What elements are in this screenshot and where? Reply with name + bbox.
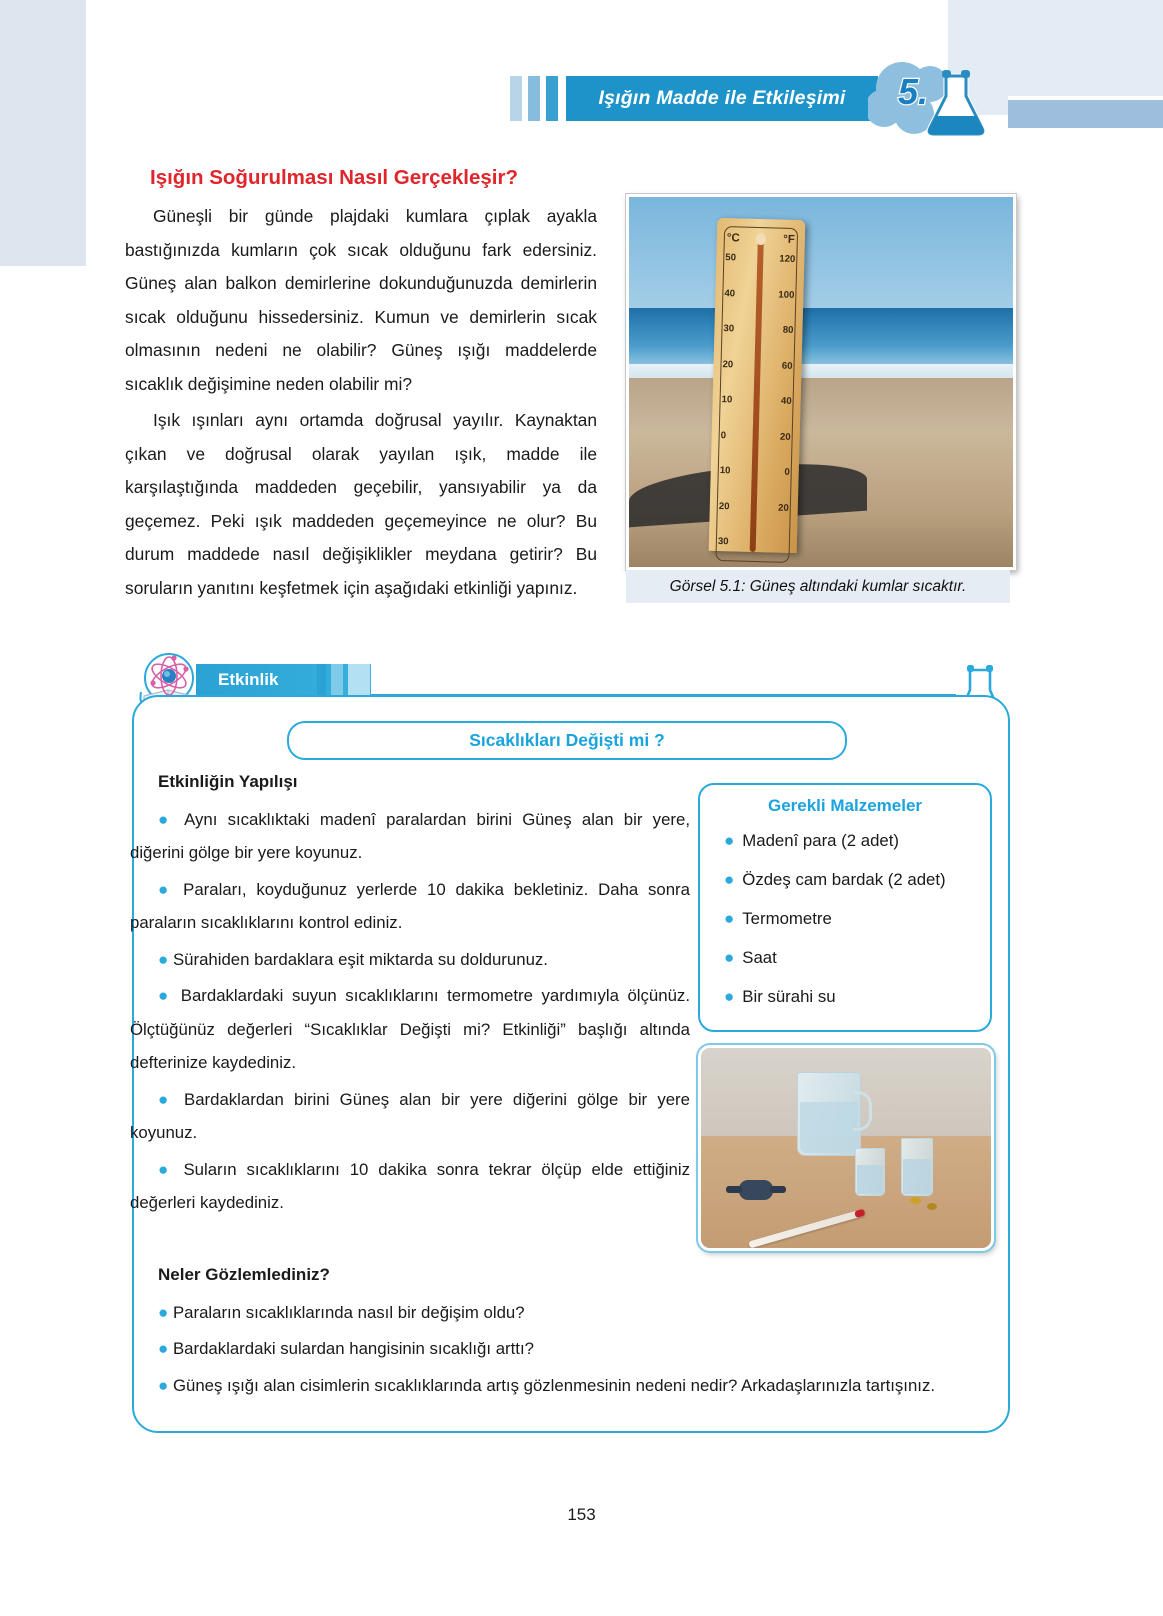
observation-item [130, 1369, 1000, 1403]
left-edge-decoration [0, 0, 86, 266]
thermometer-tick-fahrenheit: 20 [780, 431, 792, 443]
bullet-icon: ● [158, 949, 169, 969]
procedure-item [130, 1153, 690, 1220]
photo-sand-far [629, 378, 1013, 437]
activity-observations [130, 1258, 1000, 1405]
paragraph-2: Işık ışınları aynı ortamda doğrusal yayılır. Kaynaktan çıkan ve doğrusal olarak yayılan ışık, madde ile karşılaştığında maddeden geçebilir, yansıyabilir ya da geçemez. Peki ışık maddeden geçemeyince ne olur? Bu durum maddede nasıl değişiklikler meydana getirir? Bu soruların yanıtını keşfetmek için aşağıdaki etkinliği yapınız. [125, 410, 597, 598]
observation-item-text: Güneş ışığı alan cisimlerin sıcaklıklarında artış gözlenmesinin nedeni nedir? Arkadaşlarınızla tartışınız. [172, 1375, 935, 1395]
chapter-title-bar [566, 76, 878, 121]
bullet-icon: ● [724, 870, 735, 889]
bullet-icon: ● [724, 987, 735, 1006]
thermometer-tick-fahrenheit: 60 [782, 360, 794, 372]
pitcher-icon [797, 1072, 861, 1156]
thermometer-tick-celsius: 30 [718, 536, 730, 548]
watch-icon [739, 1180, 773, 1200]
bullet-icon: ● [724, 948, 735, 967]
procedure-item [130, 943, 690, 977]
material-item [700, 860, 990, 899]
chapter-header [510, 71, 990, 128]
observation-item-text: Bardaklardaki sulardan hangisinin sıcaklığı arttı? [172, 1339, 534, 1358]
observation-heading: Neler Gözlemlediniz? [158, 1265, 330, 1284]
bullet-icon: ● [158, 1159, 174, 1179]
activity-title: Sıcaklıkları Değişti mi ? [469, 730, 665, 750]
thermometer-tick-fahrenheit: 100 [778, 289, 795, 301]
material-item-text: Özdeş cam bardak (2 adet) [742, 870, 946, 889]
thermometer-tick-fahrenheit: 20 [778, 502, 790, 514]
figure-image-beach-thermometer [626, 194, 1016, 570]
header-tick-2 [528, 76, 540, 121]
material-item [700, 899, 990, 938]
procedure-item-text: Paraları, koyduğunuz yerlerde 10 dakika bekletiniz. Daha sonra paraların sıcaklıklarını kontrol ediniz. [130, 879, 690, 932]
thermometer-tick-fahrenheit: 0 [784, 466, 791, 479]
procedure-item [130, 873, 690, 940]
body-text [125, 200, 597, 605]
top-right-decoration-bar [1008, 100, 1163, 128]
thermometer-unit-celsius: °C [727, 232, 741, 245]
activity-banner-label: Etkinlik [218, 670, 279, 689]
bullet-icon: ● [158, 809, 174, 829]
thermometer-tick-celsius: 10 [720, 465, 732, 477]
page-title: Işığın Soğurulması Nasıl Gerçekleşir? [150, 166, 518, 189]
observation-item [130, 1332, 1000, 1366]
procedure-heading: Etkinliğin Yapılışı [158, 772, 298, 791]
header-tick-1 [510, 76, 522, 121]
procedure-item-text: Bardaklardan birini Güneş alan bir yere diğerini gölge bir yere koyunuz. [130, 1089, 690, 1142]
materials-list [700, 821, 990, 1016]
glass-water [857, 1165, 883, 1194]
chapter-number-badge [868, 58, 1008, 138]
material-item-text: Madenî para (2 adet) [742, 831, 899, 850]
figure-caption: Görsel 5.1: Güneş altındaki kumlar sıcaktır. [626, 570, 1010, 603]
observation-item-text: Paraların sıcaklıklarında nasıl bir değişim oldu? [172, 1302, 525, 1322]
glass-icon [901, 1138, 933, 1196]
header-tick-3 [546, 76, 558, 121]
materials-title: Gerekli Malzemeler [767, 796, 923, 815]
bullet-icon: ● [724, 909, 735, 928]
svg-text:5.: 5. [898, 71, 929, 112]
material-item-text: Bir sürahi su [742, 987, 836, 1006]
chapter-title: Işığın Madde ile Etkileşimi [598, 87, 846, 109]
thermometer-tick-celsius: 10 [721, 394, 733, 406]
bullet-icon: ● [158, 1339, 169, 1358]
bullet-icon: ● [724, 831, 735, 850]
activity-banner-tick-1 [317, 664, 326, 696]
thermometer-tick-celsius: 0 [721, 429, 727, 441]
atom-icon [149, 655, 190, 695]
thermometer-tick-celsius: 40 [724, 287, 736, 300]
bullet-icon: ● [158, 879, 174, 899]
activity-procedure [130, 765, 690, 1223]
material-item [700, 977, 990, 1016]
procedure-item-text: Suların sıcaklıklarını 10 dakika sonra tekrar ölçüp elde ettiğiniz değerleri kaydediniz. [130, 1159, 690, 1212]
activity-title-pill [287, 721, 847, 760]
glass-icon [855, 1148, 885, 1196]
pitcher-water [800, 1102, 858, 1153]
material-item-text: Saat [742, 948, 777, 967]
paragraph-1: Güneşli bir günde plajdaki kumlara çıplak ayakla bastığınızda kumların çok sıcak olduğunu fark edersiniz. Güneş alan balkon demirlerine dokunduğunuzda demirlerin sıcak olduğunu hissedersiniz. Kumun ve demirlerin sıcak olmasının nedeni ne olabilir? Güneş ışığı maddelerde sıcaklık değişimine neden olabilir mi? [125, 206, 597, 394]
thermometer-tick-fahrenheit: 120 [779, 253, 796, 266]
thermometer-tick-celsius: 50 [725, 252, 737, 264]
procedure-item-text: Bardaklardaki suyun sıcaklıklarını termometre yardımıyla ölçünüz. Ölçtüğünüz değerleri “Sıcaklıklar Değişti mi? Etkinliği” başlığı altında defterinize kaydediniz. [130, 986, 690, 1072]
activity-banner-tick-2 [331, 664, 343, 696]
material-item [700, 938, 990, 977]
bullet-icon: ● [158, 986, 173, 1005]
procedure-item [130, 1083, 690, 1150]
thermometer-tick-celsius: 20 [719, 500, 731, 513]
thermometer-tick-celsius: 20 [722, 358, 734, 371]
procedure-item-text: Sürahiden bardaklara eşit miktarda su doldurunuz. [172, 949, 548, 969]
thermometer-tick-fahrenheit: 80 [783, 324, 795, 337]
glass-water [903, 1159, 931, 1194]
coin-icon [910, 1197, 921, 1204]
activity-materials-photo [698, 1045, 994, 1251]
procedure-item [130, 979, 690, 1080]
activity-banner-tick-3 [348, 664, 370, 696]
thermometer-unit-fahrenheit: °F [783, 233, 796, 247]
bullet-icon: ● [158, 1375, 169, 1395]
procedure-item-text: Aynı sıcaklıktaki madenî paralardan birini Güneş alan bir yere, diğerini gölge bir yere koyunuz. [130, 809, 690, 862]
materials-box [698, 783, 992, 1032]
observation-item [130, 1296, 1000, 1330]
material-item [700, 821, 990, 860]
photo-sky [629, 197, 1013, 323]
photo-sea [629, 308, 1013, 371]
material-item-text: Termometre [742, 909, 832, 928]
procedure-item [130, 803, 690, 870]
thermometer-icon [709, 218, 806, 553]
bullet-icon: ● [158, 1089, 174, 1109]
thermometer-tick-celsius: 30 [723, 323, 735, 335]
thermometer-tick-fahrenheit: 40 [781, 395, 793, 408]
activity-banner [196, 664, 371, 696]
page-number: 153 [567, 1505, 596, 1524]
bullet-icon: ● [158, 1302, 169, 1322]
